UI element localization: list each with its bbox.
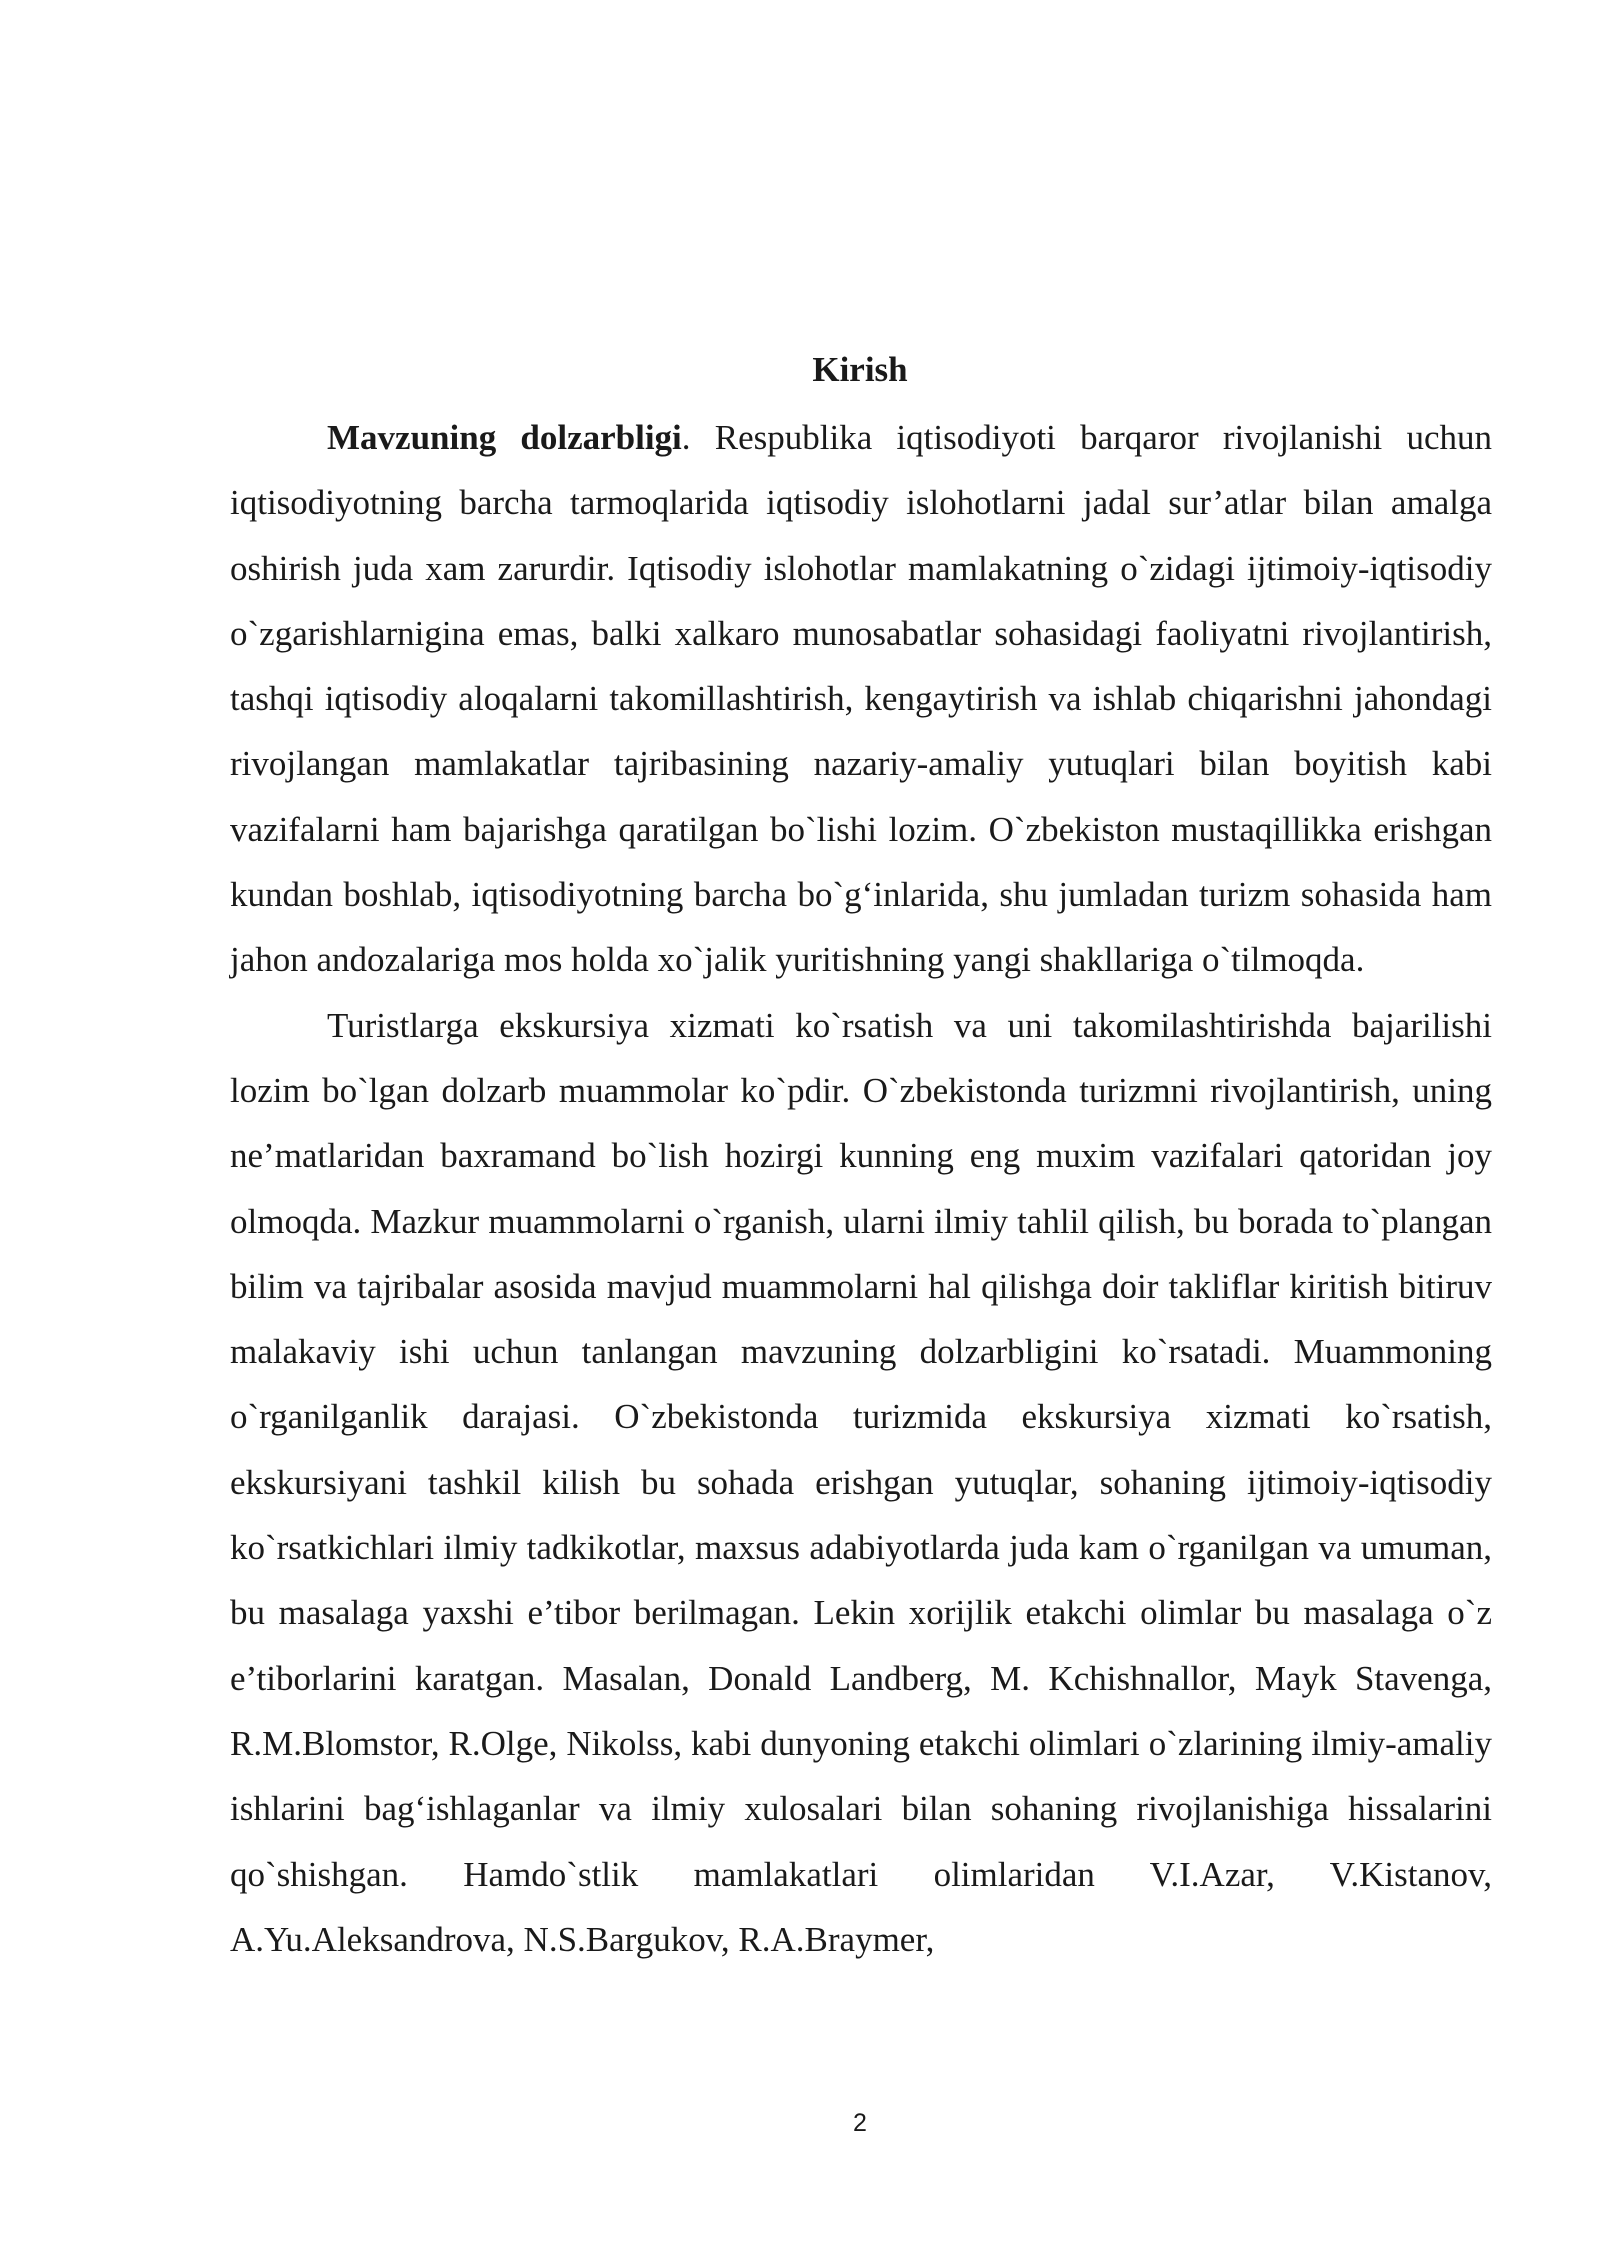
paragraph-text-excursion-services: Turistlarga ekskursiya xizmati ko`rsatish va uni takomilashtirishda bajarilishi lozim bo`lgan dolzarb muammolar ko`pdir. O`zbekistonda turizmni rivojlantirish, uning ne’matlaridan baxramand bo`lish hozirgi kunning eng muxim vazifalari qatoridan joy olmoqda. Mazkur muammolarni o`rganish, ularni ilmiy tahlil qilish, bu borada to`plangan bilim va tajribalar asosida mavjud muammolarni hal qilishga doir takliflar kiritish bitiruv malakaviy ishi uchun tanlangan mavzuning dolzarbligini ko`rsatadi. Muammoning o`rganilganlik darajasi. O`zbekistonda turizmida ekskursiya xizmati ko`rsatish, ekskursiyani tashkil kilish bu sohada erishgan yutuqlar, sohaning ijtimoiy-iqtisodiy ko`rsatkichlari ilmiy tadkikotlar, maxsus adabiyotlarda juda kam o`rganilgan va umuman, bu masalaga yaxshi e’tibor berilmagan. Lekin xorijlik etakchi olimlar bu masalaga o`z e’tiborlarini karatgan. Masalan, Donald Landberg, M. Kchishnallor, Mayk Stavenga, R.M.Blomstor, R.Olge, Nikolss, kabi dunyoning etakchi olimlari o`zlarining ilmiy-amaliy ishlarini bag‘ishlaganlar va ilmiy xulosalari bilan sohaning rivojlanishiga hissalarini qo`shishgan. Hamdo`stlik mamlakatlari olimlaridan V.I.Azar, V.Kistanov, A.Yu.Aleksandrova, N.S.Bargukov, R.A.Braymer,	[230, 1005, 1492, 1959]
paragraph-excursion-services	[230, 993, 1492, 1972]
paragraph-relevance	[230, 405, 1492, 993]
page-title: Kirish	[812, 350, 908, 389]
body-text	[230, 405, 1492, 1972]
paragraph-text-relevance: . Respublika iqtisodiyoti barqaror rivojlanishi uchun iqtisodiyotning barcha tarmoqlarida iqtisodiy islohotlarni jadal sur’atlar bilan amalga oshirish juda xam zarurdir. Iqtisodiy islohotlar mamlakatning o`zidagi ijtimoiy-iqtisodiy o`zgarishlarnigina emas, balki xalkaro munosabatlar sohasidagi faoliyatni rivojlantirish, tashqi iqtisodiy aloqalarni takomillashtirish, kengaytirish va ishlab chiqarishni jahondagi rivojlangan mamlakatlar tajribasining nazariy-amaliy yutuqlari bilan boyitish kabi vazifalarni ham bajarishga qaratilgan bo`lishi lozim. O`zbekiston mustaqillikka erishgan kundan boshlab, iqtisodiyotning barcha bo`g‘inlarida, shu jumladan turizm sohasida ham jahon andozalariga mos holda xo`jalik yuritishning yangi shakllariga o`tilmoqda.	[230, 418, 1492, 980]
page-number: 2	[853, 2109, 867, 2137]
paragraph-lead-relevance: Mavzuning dolzarbligi	[327, 418, 682, 457]
